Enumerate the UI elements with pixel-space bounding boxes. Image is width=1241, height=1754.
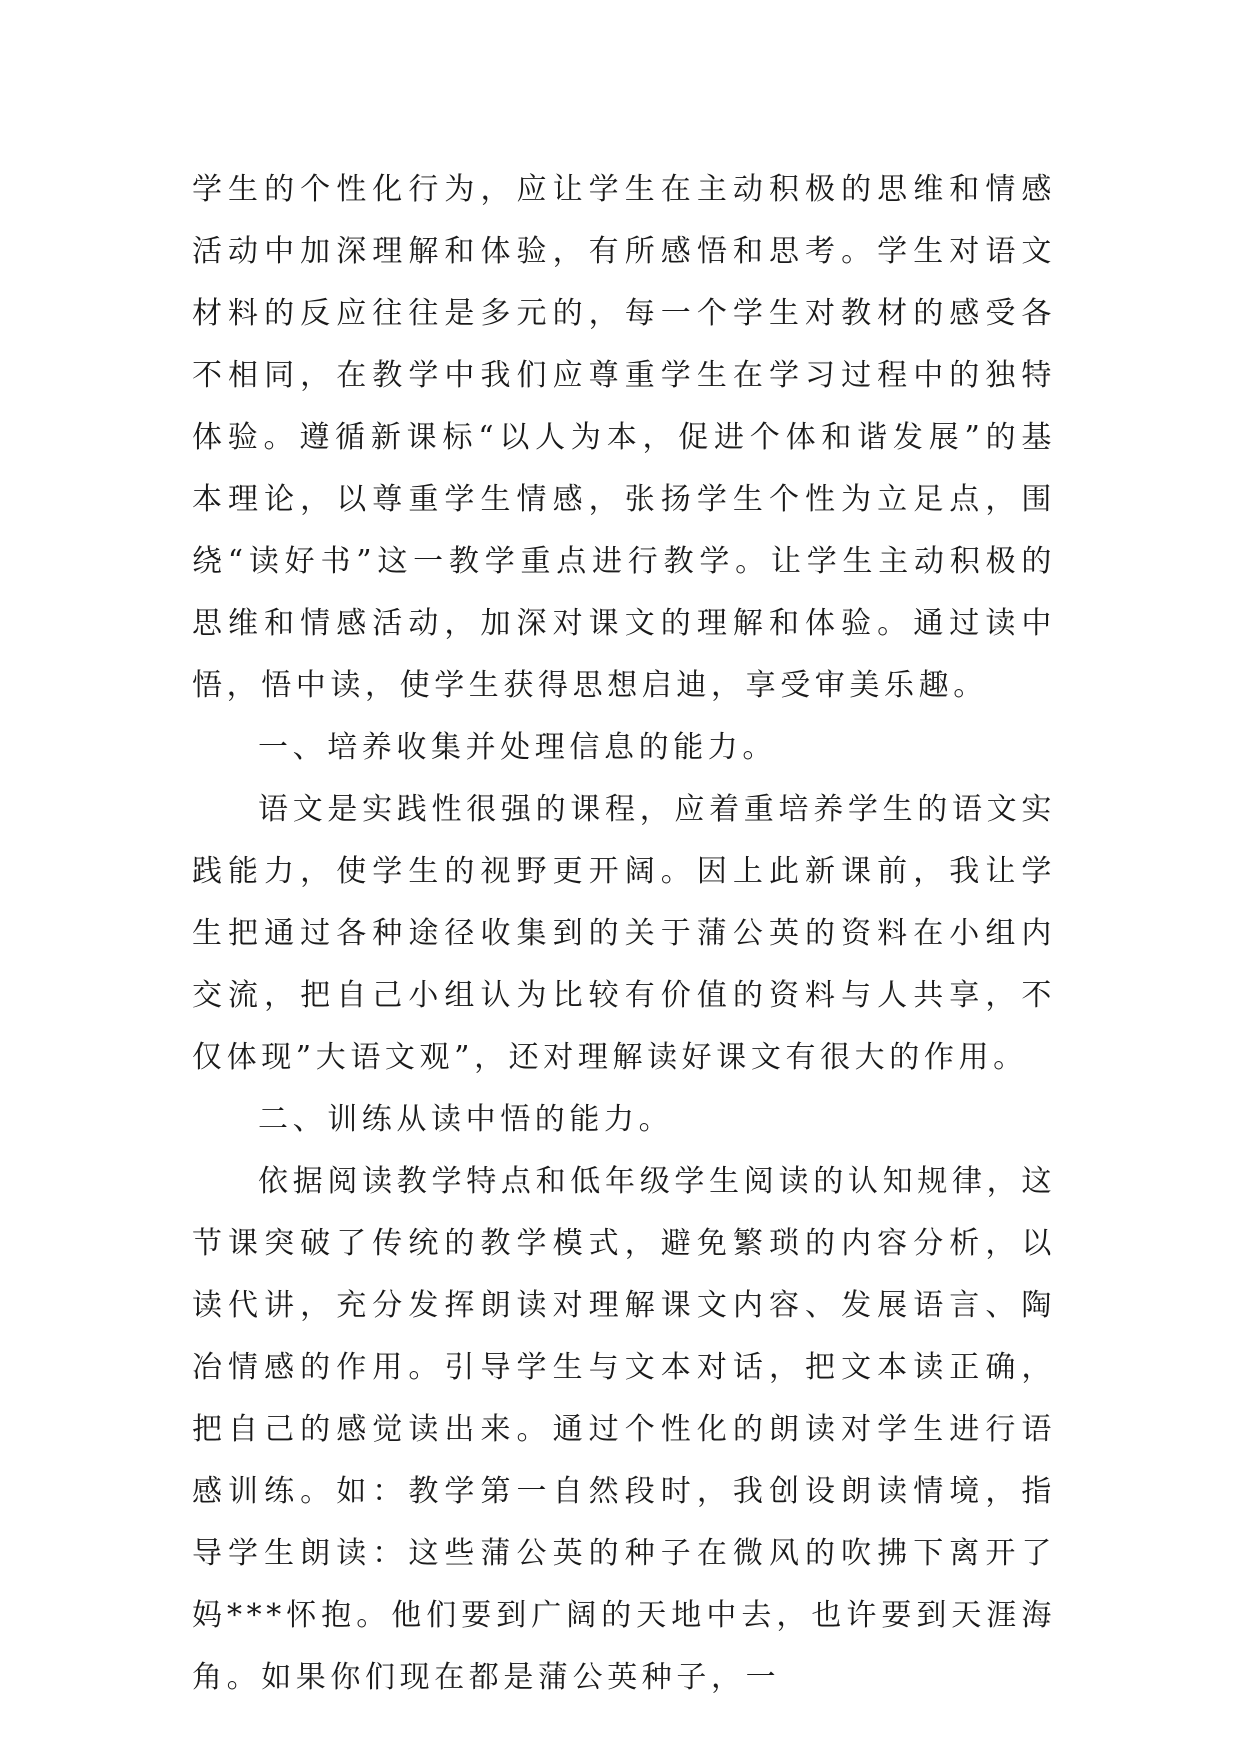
heading-section-2: 二、训练从读中悟的能力。 bbox=[258, 1102, 674, 1137]
paragraph-section-2: 依据阅读教学特点和低年级学生阅读的认知规律，这节课突破了传统的教学模式，避免繁琐的内容分析，以读代讲，充分发挥朗读对理解课文内容、发展语言、陶冶情感的作用。引导学生与文本对话，把文本读正确，把自己的感觉读出来。通过个性化的朗读对学生进行语感训练。如：教学第一自然段时，我创设朗读情境，指导学生朗读：这些蒲公英的种子在微风的吹拂下离开了妈***怀抱。他们要到广阔的天地中去，也许要到天涯海角。如果你们现在都是蒲公英种子，一 bbox=[192, 1164, 1056, 1695]
paragraph-section-1: 语文是实践性很强的课程，应着重培养学生的语文实践能力，使学生的视野更开阔。因上此新课前，我让学生把通过各种途径收集到的关于蒲公英的资料在小组内交流，把自己小组认为比较有价值的资料与人共享，不仅体现”大语文观”，还对理解读好课文有很大的作用。 bbox=[192, 792, 1056, 1075]
heading-section-1: 一、培养收集并处理信息的能力。 bbox=[258, 730, 777, 765]
document-body bbox=[192, 159, 1056, 1709]
paragraph-intro: 学生的个性化行为，应让学生在主动积极的思维和情感活动中加深理解和体验，有所感悟和思考。学生对语文材料的反应往往是多元的，每一个学生对教材的感受各不相同，在教学中我们应尊重学生在学习过程中的独特体验。遵循新课标“以人为本，促进个体和谐发展”的基本理论，以尊重学生情感，张扬学生个性为立足点，围绕“读好书”这一教学重点进行教学。让学生主动积极的思维和情感活动，加深对课文的理解和体验。通过读中悟，悟中读，使学生获得思想启迪，享受审美乐趣。 bbox=[192, 172, 1056, 703]
